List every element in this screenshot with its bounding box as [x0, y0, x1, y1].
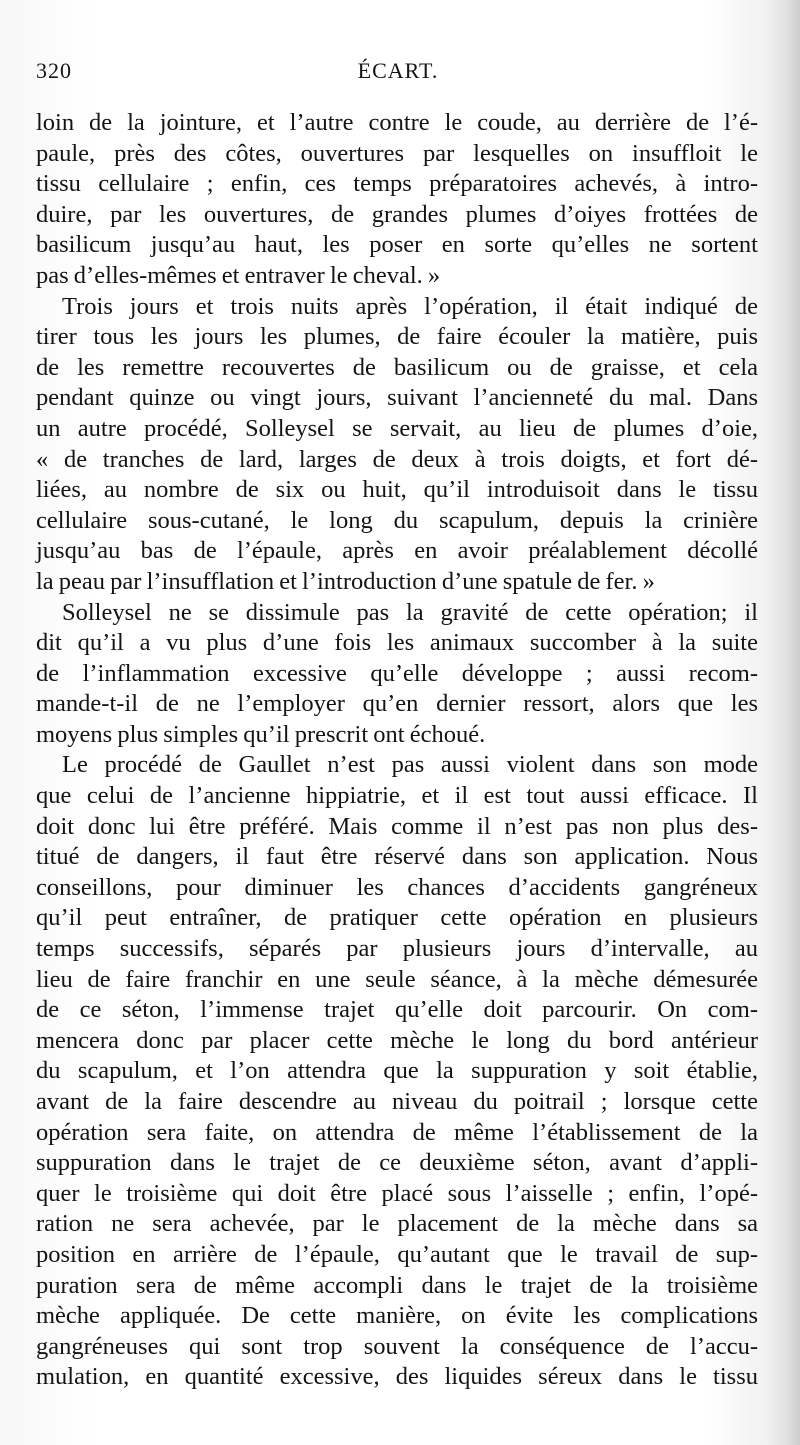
text-line: paule, près des côtes, ouvertures par lesquelles on insuffloit le — [36, 139, 758, 167]
text-line: pendant quinze ou vingt jours, suivant l’ancienneté du mal. Dans — [36, 384, 758, 412]
text-line: loin de la jointure, et l’autre contre le coude, au derrière de l’é- — [36, 109, 758, 136]
text-line: cellulaire sous-cutané, le long du scapulum, depuis la crinière — [36, 506, 758, 534]
text-line: un autre procédé, Solleysel se servait, au lieu de plumes d’oie, — [36, 414, 758, 442]
text-line: mèche appliquée. De cette manière, on évite les complications — [36, 1302, 758, 1330]
running-title: ÉCART. — [357, 58, 439, 83]
text-line: suppuration dans le trajet de ce deuxième séton, avant d’appli- — [36, 1149, 758, 1177]
text-line: puration sera de même accompli dans le trajet de la troisième — [36, 1271, 758, 1299]
text-line: temps successifs, séparés par plusieurs jours d’intervalle, au — [36, 935, 758, 963]
page-header — [36, 58, 760, 88]
text-line: gangréneuses qui sont trop souvent la conséquence de l’accu- — [36, 1332, 758, 1360]
text-line: position en arrière de l’épaule, qu’autant que le travail de sup- — [36, 1240, 758, 1268]
text-line: la peau par l’insufflation et l’introduction d’une spatule de fer. » — [36, 567, 655, 595]
text-line: conseillons, pour diminuer les chances d’accidents gangréneux — [36, 873, 758, 901]
text-line: doit donc lui être préféré. Mais comme il n’est pas non plus des- — [36, 812, 758, 840]
text-line: de ce séton, l’immense trajet qu’elle doit parcourir. On com- — [36, 996, 758, 1024]
text-line: liées, au nombre de six ou huit, qu’il introduisoit dans le tissu — [36, 476, 758, 504]
text-line: que celui de l’ancienne hippiatrie, et il est tout aussi efficace. Il — [36, 782, 758, 810]
text-line: jusqu’au bas de l’épaule, après en avoir préalablement décollé — [36, 537, 758, 565]
text-line: moyens plus simples qu’il prescrit ont échoué. — [36, 720, 486, 748]
text-line: Le procédé de Gaullet n’est pas aussi violent dans son mode — [62, 751, 758, 779]
text-line: Solleysel ne se dissimule pas la gravité de cette opération; il — [62, 598, 758, 626]
text-line: qu’il peut entraîner, de pratiquer cette opération en plusieurs — [36, 904, 758, 932]
text-line: « de tranches de lard, larges de deux à trois doigts, et fort dé- — [36, 445, 758, 473]
text-line: mencera donc par placer cette mèche le long du bord antérieur — [36, 1026, 758, 1054]
text-line: de l’inflammation excessive qu’elle développe ; aussi recom- — [36, 659, 758, 687]
text-line: dit qu’il a vu plus d’une fois les animaux succomber à la suite — [36, 629, 758, 657]
text-line: basilicum jusqu’au haut, les poser en sorte qu’elles ne sortent — [36, 231, 758, 259]
text-line: tirer tous les jours les plumes, de faire écouler la matière, puis — [36, 323, 758, 351]
text-line: mande-t-il de ne l’employer qu’en dernier ressort, alors que les — [36, 690, 758, 718]
text-line: duire, par les ouvertures, de grandes plumes d’oiyes frottées de — [36, 200, 758, 228]
text-line: quer le troisième qui doit être placé sous l’aisselle ; enfin, l’opé- — [36, 1179, 758, 1207]
text-line: Trois jours et trois nuits après l’opération, il était indiqué de — [62, 292, 758, 320]
text-line: lieu de faire franchir en une seule séance, à la mèche démesurée — [36, 965, 758, 993]
body-text — [36, 108, 758, 1393]
text-line: opération sera faite, on attendra de même l’établissement de la — [36, 1118, 758, 1146]
text-line: ration ne sera achevée, par le placement de la mèche dans sa — [36, 1210, 758, 1238]
text-line: du scapulum, et l’on attendra que la suppuration y soit établie, — [36, 1057, 758, 1085]
text-line: tissu cellulaire ; enfin, ces temps préparatoires achevés, à intro- — [36, 170, 758, 198]
text-line: pas d’elles-mêmes et entraver le cheval. » — [36, 261, 441, 289]
text-line: mulation, en quantité excessive, des liquides séreux dans le tissu — [36, 1363, 758, 1391]
page-number: 320 — [36, 58, 72, 83]
text-line: titué de dangers, il faut être réservé dans son application. Nous — [36, 843, 758, 871]
text-line: de les remettre recouvertes de basilicum ou de graisse, et cela — [36, 353, 758, 381]
text-line: avant de la faire descendre au niveau du poitrail ; lorsque cette — [36, 1088, 758, 1115]
